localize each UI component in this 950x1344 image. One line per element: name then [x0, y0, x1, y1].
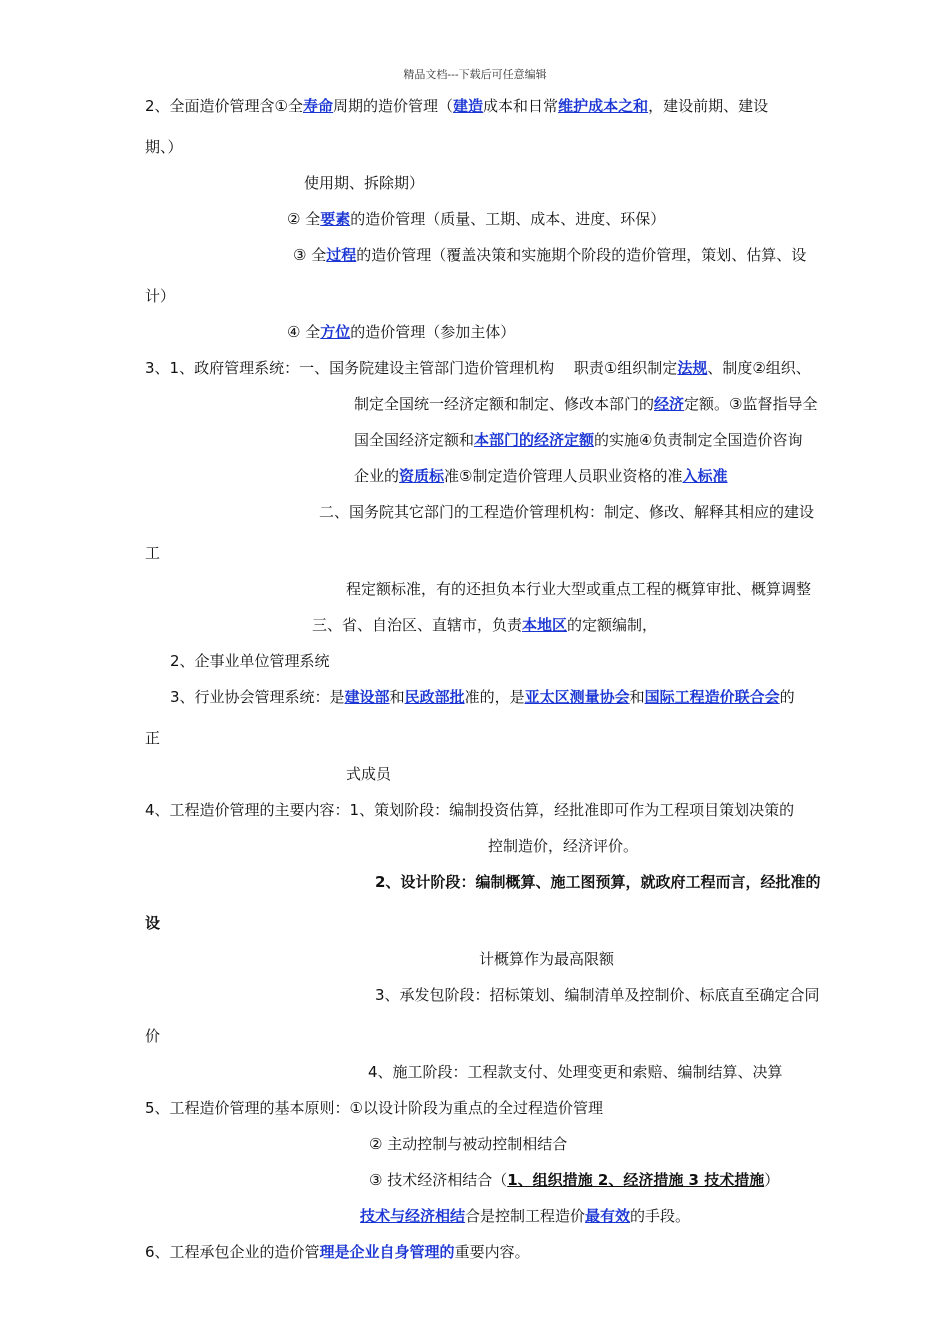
text-segment: 准的，是 — [464, 688, 525, 706]
keyword-link: 最有效 — [585, 1207, 631, 1225]
keyword-link: 民政部批 — [404, 688, 465, 706]
text-line — [354, 466, 728, 486]
text-segment: 3、承发包阶段：招标策划、编制清单及控制价、标底直至确定合同 — [375, 986, 820, 1004]
text-segment: 和 — [629, 688, 645, 706]
text-line — [145, 1242, 530, 1262]
text-line — [360, 1206, 690, 1226]
text-line — [145, 800, 794, 820]
text-line — [375, 872, 820, 892]
text-line — [346, 579, 811, 599]
text-segment: 三、省、自治区、直辖市，负责 — [312, 616, 523, 634]
text-segment: 国全国经济定额和 — [354, 431, 475, 449]
text-segment: 二、国务院其它部门的工程造价管理机构：制定、修改、解释其相应的建设 — [319, 503, 815, 521]
text-segment: 2、全面造价管理含①全 — [145, 97, 303, 115]
text-segment: 企业的 — [354, 467, 400, 485]
text-segment: ，建设前期、建设 — [648, 97, 769, 115]
text-segment: 4、施工阶段：工程款支付、处理变更和索赔、编制结算、决算 — [368, 1063, 783, 1081]
keyword-link: 理是企业自身管理的 — [319, 1243, 455, 1261]
text-segment: 周期的造价管理（ — [333, 97, 454, 115]
text-segment: 计概算作为最高限额 — [479, 950, 615, 968]
text-line — [369, 1170, 779, 1190]
text-line — [145, 728, 160, 748]
keyword-link: 法规 — [677, 359, 708, 377]
text-line — [145, 358, 811, 378]
text-segment: 的造价管理（覆盖决策和实施期个阶段的造价管理，策划、估算、设 — [356, 246, 807, 264]
text-segment: 计） — [145, 287, 176, 305]
text-segment: 3、行业协会管理系统：是 — [170, 688, 345, 706]
text-segment: 控制造价，经济评价。 — [488, 837, 639, 855]
text-line — [145, 1098, 603, 1118]
keyword-link: 寿命 — [303, 97, 334, 115]
text-line — [479, 949, 614, 969]
text-segment: ③ 全 — [293, 246, 327, 264]
text-segment: 4、工程造价管理的主要内容：1、策划阶段：编制投资估算，经批准即可作为工程项目策划决策的 — [145, 801, 795, 819]
text-segment: 的造价管理（参加主体） — [350, 323, 516, 341]
text-line — [319, 502, 814, 522]
text-segment: 1、组织措施 2、经济措施 3 技术措施 — [507, 1171, 765, 1189]
keyword-link: 亚太区测量协会 — [524, 688, 630, 706]
text-segment: 正 — [145, 729, 161, 747]
text-line — [145, 137, 183, 157]
text-line — [145, 913, 160, 933]
text-segment: 的 — [779, 688, 795, 706]
keyword-link: 本部门的经济定额 — [474, 431, 595, 449]
text-segment: 2、设计阶段：编制概算、施工图预算，就政府工程而言，经批准的 — [375, 873, 821, 891]
text-segment: 和 — [389, 688, 405, 706]
keyword-link: 建设部 — [344, 688, 390, 706]
keyword-link: 维护成本之和 — [558, 97, 649, 115]
keyword-link: 国际工程造价联合会 — [644, 688, 780, 706]
text-segment: 合是控制工程造价 — [465, 1207, 586, 1225]
text-segment: 制定全国统一经济定额和制定、修改本部门的 — [354, 395, 655, 413]
text-line — [287, 209, 665, 229]
text-line — [170, 687, 795, 707]
text-segment: 准⑤制定造价管理人员职业资格的准 — [444, 467, 683, 485]
text-segment: 重要内容。 — [454, 1243, 530, 1261]
text-segment: 工 — [145, 544, 161, 562]
text-line — [488, 836, 638, 856]
keyword-link: 要素 — [320, 210, 351, 228]
text-segment: ③ 技术经济相结合（ — [369, 1171, 508, 1189]
page-header: 精品文档---下载后可任意编辑 — [403, 68, 547, 81]
keyword-link: 过程 — [326, 246, 357, 264]
text-segment: 设 — [145, 914, 161, 932]
text-segment: ② 全 — [287, 210, 321, 228]
keyword-link: 方位 — [320, 323, 351, 341]
text-segment: 期、） — [145, 138, 183, 156]
text-segment: 2、企事业单位管理系统 — [170, 652, 330, 670]
text-line — [346, 764, 391, 784]
text-segment: 程定额标准，有的还担负本行业大型或重点工程的概算审批、概算调整 — [346, 580, 812, 598]
text-line — [354, 394, 817, 414]
text-line — [368, 1062, 783, 1082]
keyword-link: 本地区 — [522, 616, 568, 634]
text-line — [369, 1134, 567, 1154]
text-line — [145, 96, 768, 116]
text-segment: 的手段。 — [630, 1207, 691, 1225]
text-segment: 的造价管理（质量、工期、成本、进度、环保） — [350, 210, 666, 228]
text-segment: 使用期、拆除期） — [304, 174, 425, 192]
text-segment: 的实施④负责制定全国造价咨询 — [594, 431, 803, 449]
text-line — [145, 543, 160, 563]
text-segment: 的定额编制， — [567, 616, 658, 634]
text-line — [375, 985, 820, 1005]
text-line — [293, 245, 806, 265]
keyword-link: 建造 — [453, 97, 484, 115]
text-line — [170, 651, 330, 671]
text-segment: 3、1、政府管理系统：一、国务院建设主管部门造价管理机构 职责①组织制定 — [145, 359, 678, 377]
keyword-link: 入标准 — [682, 467, 728, 485]
text-segment: 5、工程造价管理的基本原则：①以设计阶段为重点的全过程造价管理 — [145, 1099, 603, 1117]
keyword-link: 技术与经济相结 — [360, 1207, 466, 1225]
text-segment: ④ 全 — [287, 323, 321, 341]
text-line — [312, 615, 657, 635]
text-segment: 、制度②组织、 — [707, 359, 811, 377]
text-segment: ② 主动控制与被动控制相结合 — [369, 1135, 568, 1153]
text-segment: 成本和日常 — [483, 97, 559, 115]
keyword-link: 资质标 — [399, 467, 445, 485]
text-line — [145, 286, 175, 306]
text-line — [145, 1026, 160, 1046]
text-segment: 定额。③监督指导全 — [684, 395, 818, 413]
text-line — [354, 430, 802, 450]
text-segment: ） — [764, 1171, 780, 1189]
text-segment: 6、工程承包企业的造价管 — [145, 1243, 320, 1261]
keyword-link: 经济 — [654, 395, 685, 413]
text-segment: 式成员 — [346, 765, 392, 783]
text-line — [287, 322, 515, 342]
text-segment: 价 — [145, 1027, 161, 1045]
text-line — [304, 173, 424, 193]
